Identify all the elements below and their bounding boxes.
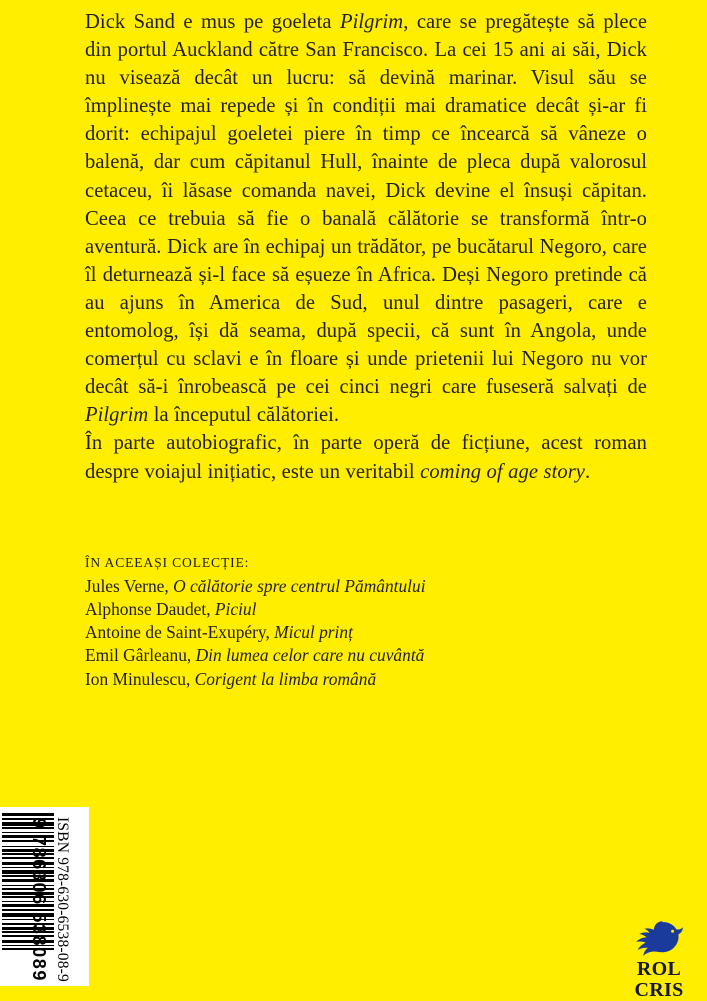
list-item — [85, 668, 555, 691]
publisher-logo — [619, 918, 699, 1001]
collection-item-title: Micul prinț — [274, 622, 353, 643]
collection-item-title: O călătorie spre centrul Pământului — [173, 575, 426, 596]
collection-item-author: Antoine de Saint-Exupéry, — [85, 622, 275, 643]
blurb-p2-text-1: În parte autobiografic, în parte operă de ficțiune, acest roman despre voiajul inițiatic, este un veritabil — [85, 432, 647, 483]
collection-list — [85, 575, 555, 691]
publisher-name-line-2: CRIS — [634, 979, 684, 1001]
blurb-p2-italic-coming-of-age: coming of age story — [420, 460, 585, 483]
blurb-text-block — [85, 8, 647, 486]
collection-item-title: Din lumea celor care nu cuvântă — [195, 645, 425, 666]
pegasus-icon — [632, 918, 686, 958]
publisher-name-line-1: ROL — [636, 958, 682, 980]
isbn-barcode — [0, 807, 89, 986]
list-item — [85, 621, 555, 644]
collection-item-title: Piciul — [214, 598, 257, 619]
blurb-p2-text-2: . — [585, 460, 591, 483]
collection-item-author: Jules Verne, — [85, 575, 174, 596]
collection-item-title: Corigent la limba română — [194, 668, 377, 689]
collection-item-author: Ion Minulescu, — [85, 668, 195, 689]
blurb-p1-italic-pilgrim-1: Pilgrim — [339, 11, 404, 33]
list-item — [85, 644, 555, 667]
collection-item-author: Emil Gârleanu, — [85, 645, 196, 666]
blurb-p1-text-3: la începutul călătoriei. — [148, 404, 340, 427]
list-item — [85, 598, 555, 621]
collection-section — [85, 552, 555, 691]
list-item — [85, 575, 555, 598]
barcode-inner — [0, 807, 89, 986]
blurb-p1-text-2: , care se pregătește să plece din portul Auckland către San Francisco. La cei 15 ani ai săi, Dick nu visează decât un lucru: să devină marinar. Visul său se împlinește mai repede și în condiții mai dramatice decât și-ar fi dorit: echipajul goeletei piere în timp ce încearcă să vâneze o balenă, dar cum căpitanul Hull, înainte de pleca după valorosul cetaceu, îi lăsase comanda navei, Dick devine el însuși căpitan. Ceea ce trebuia să fie o banală călătorie se transformă într-o aventură. Dick are în echipaj un trădător, pe bucătarul Negoro, care îl deturnează și-l face să eșueze în Africa. Deși Negoro pretinde că au ajuns în America de Sud, unul dintre pasageri, care e entomolog, își dă seama, după specii, că sunt în Angola, unde comerțul cu sclavi e în floare și unde prietenii lui Negoro nu vor decât să-i înrobească pe cei cinci negri care fuseseră salvați de — [85, 11, 648, 399]
collection-item-author: Alphonse Daudet, — [85, 598, 215, 619]
collection-heading: ÎN ACEEAȘI COLECȚIE: — [85, 555, 250, 570]
blurb-paragraph-2 — [85, 429, 647, 485]
blurb-p1-text-1: Dick Sand e mus pe goeleta — [85, 11, 340, 33]
blurb-paragraph-1 — [85, 8, 647, 429]
barcode-digits: 9 786306 538089 — [29, 817, 49, 982]
isbn-text: ISBN 978-630-6538-08-9 — [54, 817, 71, 982]
blurb-p1-italic-pilgrim-2: Pilgrim — [85, 404, 149, 427]
